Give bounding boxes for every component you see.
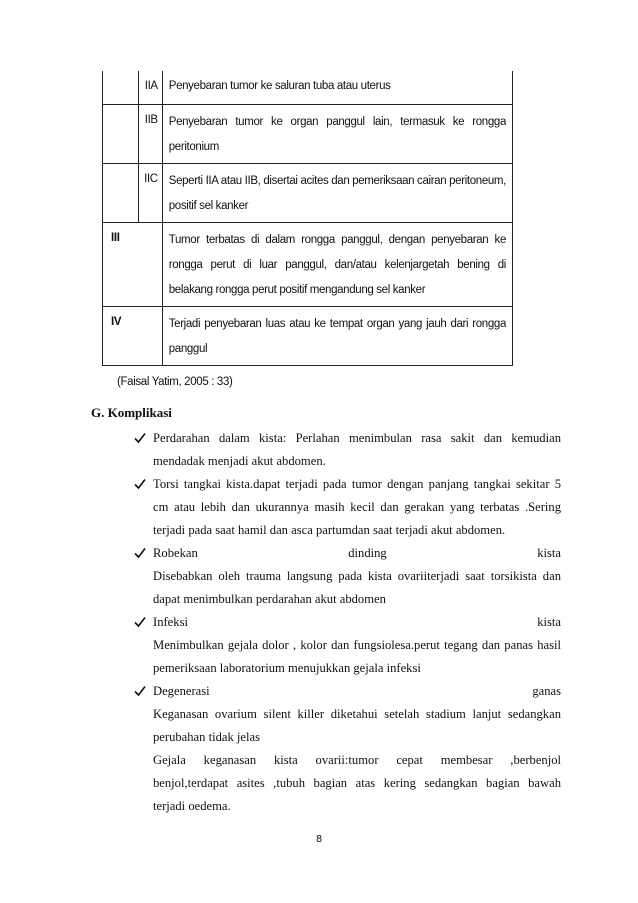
stage-roman-cell: III bbox=[103, 223, 139, 307]
page-number: 8 bbox=[315, 834, 323, 845]
stage-description-cell bbox=[162, 223, 512, 307]
description-line: Terjadi penyebaran luas atau ke tempat organ yang jauh dari rongga bbox=[168, 318, 506, 330]
table-row bbox=[103, 71, 513, 105]
stage-sub-cell: IIB bbox=[139, 105, 162, 164]
list-item bbox=[134, 427, 561, 473]
stage-description-cell bbox=[162, 71, 512, 105]
complication-list bbox=[134, 427, 561, 818]
item-line: pemeriksaan laboratorium menujukkan gejala infeksi bbox=[153, 661, 421, 675]
item-line: Robekan dinding kista bbox=[153, 546, 561, 560]
item-line: Gejala keganasan kista ovarii:tumor cepat membesar ,berbenjol bbox=[153, 753, 561, 767]
stage-sub-cell: IIC bbox=[139, 164, 162, 223]
description-line: belakang rongga perut positif mengandung sel kanker bbox=[168, 284, 426, 296]
item-line: Disebabkan oleh trauma langsung pada kista ovariiterjadi saat torsikista dan bbox=[153, 569, 561, 583]
section-heading: G. Komplikasi bbox=[91, 405, 172, 420]
list-item bbox=[134, 611, 561, 680]
checkmark-icon bbox=[134, 432, 146, 444]
stage-roman-cell bbox=[103, 105, 139, 164]
item-line: Torsi tangkai kista.dapat terjadi pada tumor dengan panjang tangkai sekitar 5 bbox=[153, 477, 561, 491]
item-line: benjol,terdapat asites ,tubuh bagian atas kering sedangkan bagian bawah bbox=[153, 776, 561, 790]
checkmark-icon bbox=[134, 616, 146, 628]
table-row bbox=[103, 105, 513, 164]
stage-description-cell bbox=[162, 105, 512, 164]
description-line: panggul bbox=[168, 343, 208, 355]
list-item bbox=[134, 680, 561, 818]
item-line: terjadi oedema. bbox=[153, 799, 231, 813]
item-line: cm atau lebih dan ukurannya masih kecil dan gerakan yang terbatas .Sering bbox=[153, 500, 561, 514]
table-row bbox=[103, 164, 513, 223]
item-line: perubahan tidak jelas bbox=[153, 730, 261, 744]
stage-sub-cell bbox=[139, 307, 162, 366]
description-line: Tumor terbatas di dalam rongga panggul, dengan penyebaran ke bbox=[168, 234, 506, 246]
description-line: Seperti IIA atau IIB, disertai acites dan pemeriksaan cairan peritoneum, bbox=[168, 175, 506, 187]
description-line: rongga perut di luar panggul, dan/atau kelenjargetah bening di bbox=[168, 259, 506, 271]
item-line: terjadi pada saat hamil dan asca partumdan saat terjadi akut abdomen. bbox=[153, 523, 506, 537]
stage-table bbox=[102, 71, 513, 366]
stage-description-cell bbox=[162, 307, 512, 366]
item-line: Perdarahan dalam kista: Perlahan menimbulan rasa sakit dan kemudian bbox=[153, 431, 561, 445]
list-item bbox=[134, 542, 561, 611]
item-line: Menimbulkan gejala dolor , kolor dan fungsiolesa.perut tegang dan panas hasil bbox=[153, 638, 561, 652]
checkmark-icon bbox=[134, 547, 146, 559]
item-line: Degenerasi ganas bbox=[153, 684, 561, 698]
item-line: Infeksi kista bbox=[153, 615, 561, 629]
description-line: Penyebaran tumor ke saluran tuba atau uterus bbox=[168, 80, 391, 92]
item-line: dapat menimbulkan perdarahan akut abdomen bbox=[153, 592, 386, 606]
stage-description-cell bbox=[162, 164, 512, 223]
stage-roman-cell bbox=[103, 71, 139, 105]
description-line: peritonium bbox=[168, 141, 219, 153]
stage-roman-cell bbox=[103, 164, 139, 223]
table-citation: (Faisal Yatim, 2005 : 33) bbox=[117, 376, 233, 388]
stage-sub-cell: IIA bbox=[139, 71, 162, 105]
checkmark-icon bbox=[134, 685, 146, 697]
table-row bbox=[103, 307, 513, 366]
description-line: positif sel kanker bbox=[168, 200, 249, 212]
table-row bbox=[103, 223, 513, 307]
checkmark-icon bbox=[134, 478, 146, 490]
stage-sub-cell bbox=[139, 223, 162, 307]
description-line: Penyebaran tumor ke organ panggul lain, termasuk ke rongga bbox=[168, 116, 506, 128]
stage-roman-cell: IV bbox=[103, 307, 139, 366]
list-item bbox=[134, 473, 561, 542]
item-line: mendadak menjadi akut abdomen. bbox=[153, 454, 326, 468]
item-line: Keganasan ovarium silent killer diketahui setelah stadium lanjut sedangkan bbox=[153, 707, 561, 721]
